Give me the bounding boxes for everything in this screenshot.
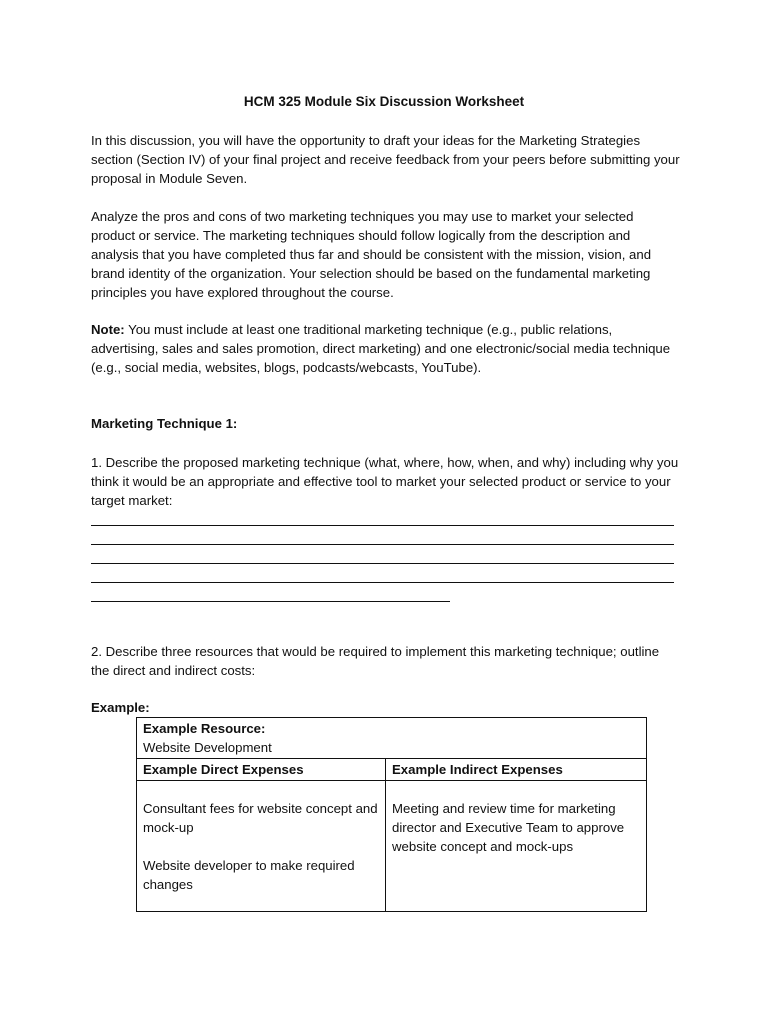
technique-heading: Marketing Technique 1: bbox=[91, 416, 238, 431]
resource-row bbox=[137, 718, 647, 759]
resource-value: Website Development bbox=[143, 740, 272, 755]
indirect-expense-item: Meeting and review time for marketing director and Executive Team to approve website concept and mock-ups bbox=[392, 801, 625, 854]
intro-text: In this discussion, you will have the opportunity to draft your ideas for the Marketing Strategies section (Section IV) of your final project and receive feedback from your peers before submitting your proposal in Module Seven. bbox=[91, 133, 680, 186]
answer-line[interactable] bbox=[91, 525, 674, 526]
direct-expense-item: Consultant fees for website concept and mock-up bbox=[143, 801, 378, 835]
direct-expense-item: Website developer to make required changes bbox=[143, 858, 355, 892]
answer-line[interactable] bbox=[91, 582, 674, 583]
answer-line[interactable] bbox=[91, 544, 674, 545]
direct-expenses-cell bbox=[137, 781, 386, 912]
page-title: HCM 325 Module Six Discussion Worksheet bbox=[243, 94, 525, 109]
answer-line[interactable] bbox=[91, 563, 674, 564]
resource-label: Example Resource: bbox=[143, 721, 266, 736]
resource-cell bbox=[137, 718, 647, 759]
note-text bbox=[91, 320, 681, 377]
example-table bbox=[136, 717, 647, 912]
analyze-text: Analyze the pros and cons of two marketing techniques you may use to market your selected product or service. The marketing techniques should follow logically from the description and analysis that you have completed thus far and should be consistent with the mission, vision, and brand identity of the organization. Your selection should be based on the fundamental marketing principles you have explored throughout the course. bbox=[91, 209, 652, 300]
intro-paragraph bbox=[91, 131, 681, 188]
question-2-text: 2. Describe three resources that would be required to implement this marketing technique; outline the direct and indirect costs: bbox=[91, 644, 660, 678]
analyze-paragraph bbox=[91, 207, 681, 302]
indirect-expenses-cell bbox=[386, 781, 647, 912]
question-1-text: 1. Describe the proposed marketing technique (what, where, how, when, and why) including why you think it would be an appropriate and effective tool to market your selected product or service to your target market: bbox=[91, 455, 679, 508]
direct-expenses-header: Example Direct Expenses bbox=[137, 759, 386, 781]
indirect-expenses-header: Example Indirect Expenses bbox=[386, 759, 647, 781]
answer-line[interactable] bbox=[91, 601, 450, 602]
example-label: Example: bbox=[91, 700, 150, 715]
question-1 bbox=[91, 453, 681, 510]
question-2 bbox=[91, 642, 681, 680]
note-body: You must include at least one traditional marketing technique (e.g., public relations, advertising, sales and sales promotion, direct marketing) and one electronic/social media technique (e.g., social media, websites, blogs, podcasts/webcasts, YouTube). bbox=[91, 322, 671, 375]
header-row bbox=[137, 759, 647, 781]
note-label: Note: bbox=[91, 322, 125, 337]
note-paragraph bbox=[91, 320, 681, 377]
expenses-row bbox=[137, 781, 647, 912]
